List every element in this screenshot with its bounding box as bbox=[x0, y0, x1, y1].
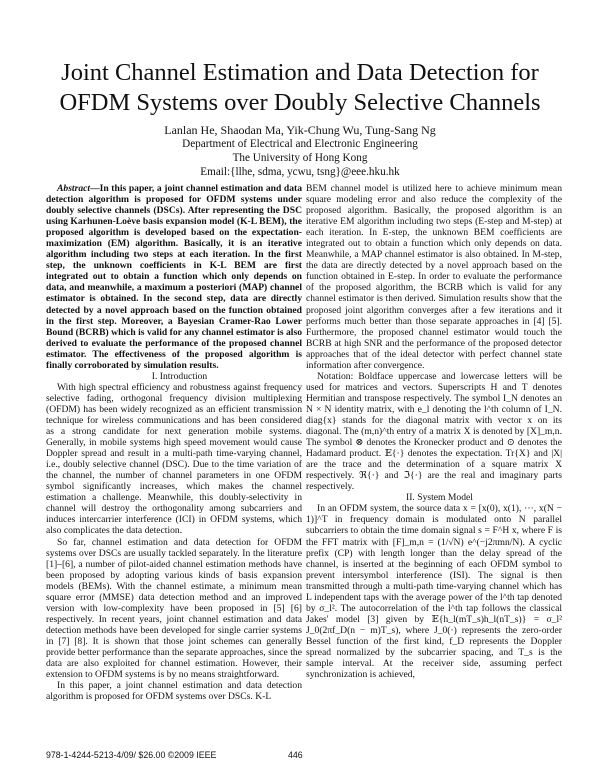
page-footer bbox=[46, 750, 446, 760]
left-column bbox=[46, 183, 302, 702]
abstract-lead: Abstract bbox=[57, 183, 91, 194]
email: Email:{llhe, sdma, ycwu, tsng}@eee.hku.hk bbox=[200, 166, 400, 178]
section-heading-system-model: II. System Model bbox=[406, 492, 473, 504]
university: The University of Hong Kong bbox=[232, 152, 368, 164]
abstract-text: —In this paper, a joint channel estimation and data detection algorithm is proposed for OFDM systems under doubly selective channels (DSCs). After representing the DSC using Karhunen-Loève basis expansion model (K-L BEM), the proposed algorithm is developed based on the expectation-maximization (EM) algorithm. Basically, it is an iterative algorithm including two steps at each iteration. In the first step, the unknown coefficients in K-L BEM are first integrated out to obtain a function which only depends on data, and meanwhile, a maximum a posteriori (MAP) channel estimator is obtained. In the second step, data are directly detected by a novel approach based on the function obtained in the first step. Moreover, a Bayesian Cramer-Rao Lower Bound (BCRB) which is valid for any channel estimator is also derived to evaluate the performance of the proposed channel estimator. The effectiveness of the proposed algorithm is finally corroborated by simulation results. bbox=[46, 183, 302, 371]
title-line-2: OFDM Systems over Doubly Selective Channels bbox=[59, 89, 541, 116]
title-line-1: Joint Channel Estimation and Data Detection for bbox=[61, 59, 539, 86]
department: Department of Electrical and Electronic Engineering bbox=[182, 138, 418, 150]
abstract bbox=[46, 183, 302, 371]
author-block bbox=[0, 123, 600, 179]
system-model-paragraph: In an OFDM system, the source data x = [x(0), x(1), ···, x(N − 1)]^T in frequency domain is modulated onto N parallel subcarriers to obtain the time domain signal s = F^H x, where F is the FFT matrix with [F]_m,n = (1/√N) e^(−j2πmn/N). A cyclic prefix (CP) with length longer than the delay spread of the channel, is inserted at the beginning of each OFDM symbol to prevent intersymbol interference (ISI). The signal is then transmitted through a multi-path time-varying channel which has L independent taps with the average power of the l^th tap denoted by σ_l². The autocorrelation of the l^th tap follows the classical Jakes' model [3] given by 𝔼{h_l(mT_s)h_l(nT_s)} = σ_l² J_0(2πf_D(n − m)T_s), where J_0(·) represents the zero-order Bessel function of the first kind, f_D represents the Doppler spread normalized by the subcarrier spacing, and T_s is the sample interval. At the receiver side, assuming perfect synchronization is achieved, bbox=[306, 503, 562, 681]
notation-paragraph: Notation: Boldface uppercase and lowercase letters will be used for matrices and vectors. Superscripts H and T denotes Hermitian and transpose respectively. The symbol I_N denotes an N × N identity matrix, with e_l denoting the l^th column of I_N. diag{x} stands for the diagonal matrix with vector x on its diagonal. The (m,n)^th entry of a matrix X is denoted by [X]_m,n. The symbol ⊗ denotes the Kronecker product and ⊙ denotes the Hadamard product. 𝔼{·} denotes the expectation. Tr{X} and |X| are the trace and the determination of a square matrix X respectively. ℜ{·} and ℑ{·} are the real and imaginary parts respectively. bbox=[306, 370, 562, 493]
right-column bbox=[306, 183, 562, 680]
paper-title bbox=[0, 58, 600, 118]
copyright-line: 978-1-4244-5213-4/09/ $26.00 ©2009 IEEE bbox=[46, 750, 217, 760]
intro-paragraph-3: In this paper, a joint channel estimation and data detection algorithm is proposed for OFDM systems over DSCs. K-L bbox=[46, 680, 302, 703]
page-number: 446 bbox=[288, 750, 303, 760]
intro-paragraph-1: With high spectral efficiency and robustness against frequency selective fading, orthogonal frequency division multiplexing (OFDM) has been widely recognized as an efficient transmission technique for wireless communications and has been considered as a strong candidate for next generation mobile systems. Generally, in mobile systems high speed movement would cause Doppler spread and result in a multi-path time-varying channel, i.e., doubly selective channel (DSC). Due to the time variation of the channel, the number of channel parameters in one OFDM symbol significantly increases, which makes the channel estimation a challenge. Meanwhile, this doubly-selectivity in channel will destroy the orthogonality among subcarriers and induces intercarrier interference (ICI) in OFDM systems, which also complicates the data detection. bbox=[46, 381, 302, 537]
intro-paragraph-4: BEM channel model is utilized here to achieve minimum mean square modeling error and also reduce the complexity of the proposed algorithm. Basically, the proposed algorithm is an iterative EM algorithm including two steps (E-step and M-step) at each iteration. In E-step, the unknown BEM coefficients are integrated out to obtain a function which only depends on data. Meanwhile, a MAP channel estimator is also obtained. In M-step, the data are directly detected by a novel approach based on the function obtained in E-step. In order to evaluate the performance of the proposed algorithm, the BCRB which is valid for any channel estimator is then derived. Simulation results show that the proposed joint algorithm converges after a few iterations and it performs much better than those separate approaches in [4] [5]. Furthermore, the proposed channel estimator would touch the BCRB at high SNR and the performance of the proposed detector approaches that of the ideal detector with perfect channel state information after convergence. bbox=[306, 183, 562, 371]
author-names: Lanlan He, Shaodan Ma, Yik-Chung Wu, Tung-Sang Ng bbox=[164, 123, 436, 137]
section-heading-introduction: I. Introduction bbox=[151, 370, 208, 382]
intro-paragraph-2: So far, channel estimation and data detection for OFDM systems over DSCs are usually tackled separately. In the literature [1]–[6], a number of pilot-aided channel estimation methods have been proposed by adopting various kinds of basis expansion models (BEMs). With the channel estimate, a minimum mean square error (MMSE) data detection method and an improved version with low-complexity have been proposed in [5] [6] respectively. In recent years, joint channel estimation and data detection methods have been developed for single carrier systems in [7] [8]. It is shown that those joint schemes can generally provide better performance than the separate approaches, since the data are also exploited for channel estimation. However, their extension to OFDM systems is by no means straightforward. bbox=[46, 536, 302, 681]
